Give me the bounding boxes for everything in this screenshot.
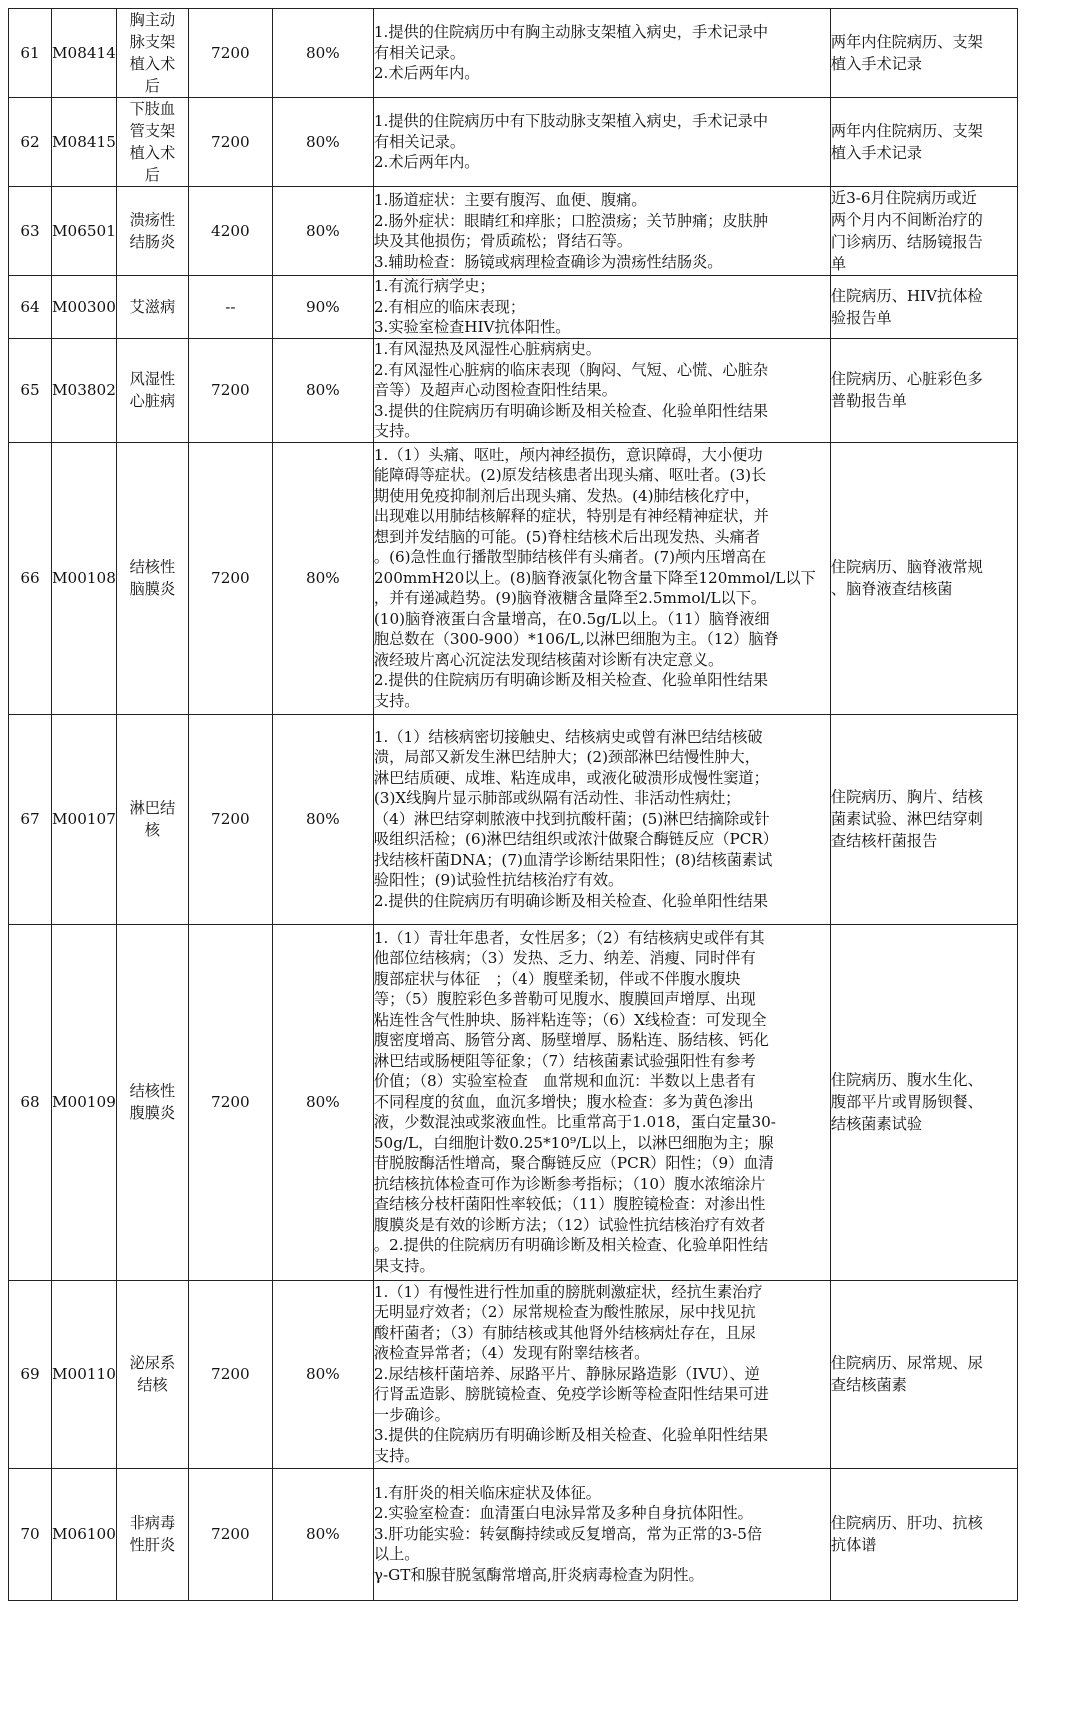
table-row (9, 276, 1018, 339)
reimburse-ratio: 80% (272, 1280, 373, 1468)
criteria-line: 1.有流行病学史； (373, 277, 495, 296)
limit-amount: 7200 (188, 924, 272, 1280)
disease-name-line: 下肢血 (129, 100, 176, 118)
row-number: 70 (9, 1468, 52, 1600)
criteria-line: 3.提供的住院病历有明确诊断及相关检查、化验单阳性结果 (373, 1426, 769, 1445)
table-row (9, 187, 1018, 276)
criteria-line: 淋巴结或肠梗阻等征象；（7）结核菌素试验强阳性有参考 (373, 1051, 756, 1070)
criteria-line: 期使用免疫抑制剂后出现头痛、发热。(4)肺结核化疗中， (373, 486, 760, 505)
criteria-line: 出现难以用肺结核解释的症状，特别是有神经精神症状，并 (373, 507, 769, 526)
reimburse-ratio: 80% (272, 187, 373, 276)
documents-line: 住院病历、心脏彩色多 (830, 370, 983, 389)
limit-amount: 7200 (188, 1468, 272, 1600)
disease-name-line: 淋巴结 (129, 799, 176, 817)
criteria-line: 2.有相应的临床表现； (373, 297, 526, 316)
documents-line: 、脑脊液查结核菌 (830, 580, 953, 598)
diagnostic-criteria (373, 98, 830, 187)
criteria-line: ，并有递减趋势。(9)脑脊液糖含量降至2.5mmol/L以下。 (373, 589, 767, 608)
criteria-line: （4）淋巴结穿刺脓液中找到抗酸杆菌；(5)淋巴结摘除或针 (373, 809, 770, 828)
documents-line: 住院病历、肝功、抗核 (830, 1514, 983, 1532)
disease-code: M00110 (52, 1280, 117, 1468)
criteria-line: 1.（1）有慢性进行性加重的膀胱刺激症状，经抗生素治疗 (373, 1282, 763, 1301)
row-number: 69 (9, 1280, 52, 1468)
row-number: 61 (9, 9, 52, 98)
required-documents (830, 187, 1017, 276)
disease-name-line: 胸主动 (129, 11, 176, 29)
criteria-line: 有相关记录。 (373, 43, 465, 62)
required-documents (830, 714, 1017, 924)
disease-code: M00107 (52, 714, 117, 924)
limit-amount: 4200 (188, 187, 272, 276)
required-documents (830, 339, 1017, 443)
row-number: 63 (9, 187, 52, 276)
criteria-line: 50g/L，白细胞计数0.25*10⁹/L以上，以淋巴细胞为主；腺 (373, 1133, 774, 1152)
disease-name-line: 心脏病 (129, 392, 176, 411)
diagnostic-criteria (373, 187, 830, 276)
required-documents (830, 9, 1017, 98)
documents-line: 结核菌素试验 (830, 1115, 922, 1133)
criteria-line: 块及其他损伤；骨质疏松；肾结石等。 (373, 232, 633, 250)
disease-name-line: 植入术 (129, 55, 176, 73)
criteria-line: 价值；（8）实验室检查 血常规和血沉：半数以上患者有 (373, 1072, 756, 1091)
documents-line: 住院病历、胸片、结核 (830, 788, 983, 806)
disease-code: M00300 (52, 276, 117, 339)
criteria-line: 果支持。 (373, 1256, 435, 1275)
documents-line: 菌素试验、淋巴结穿刺 (830, 810, 983, 828)
criteria-line: 等；（5）腹腔彩色多普勒可见腹水、腹膜回声增厚、出现 (373, 990, 756, 1009)
disease-name (116, 924, 188, 1280)
criteria-line: 淋巴结质硬、成堆、粘连成串，或液化破溃形成慢性窦道； (373, 768, 769, 787)
disease-name-line: 泌尿系 (129, 1354, 176, 1372)
reimburse-ratio: 80% (272, 1468, 373, 1600)
documents-line: 近3-6月住院病历或近 (830, 189, 977, 207)
criteria-line: 粘连性含气性肿块、肠袢粘连等；（6）X线检查：可发现全 (373, 1010, 767, 1029)
documents-line: 植入手术记录 (830, 144, 922, 162)
criteria-line: 他部位结核病；（3）发热、乏力、纳差、消瘦、同时伴有 (373, 949, 756, 968)
documents-line: 两个月内不间断治疗的 (830, 211, 983, 229)
disease-name-line: 性肝炎 (129, 1536, 176, 1554)
criteria-line: 酸杆菌者；（3）有肺结核或其他肾外结核病灶存在，且尿 (373, 1323, 756, 1342)
required-documents (830, 98, 1017, 187)
documents-line: 两年内住院病历、支架 (830, 122, 983, 140)
criteria-line: 3.肝功能实验：转氨酶持续或反复增高，常为正常的3-5倍 (373, 1524, 763, 1543)
required-documents (830, 1468, 1017, 1600)
criteria-line: 200mmH20以上。(8)脑脊液氯化物含量下降至120mmol/L以下 (373, 568, 816, 587)
disease-code: M08415 (52, 98, 117, 187)
criteria-line: 2.提供的住院病历有明确诊断及相关检查、化验单阳性结果 (373, 891, 769, 910)
documents-line: 抗体谱 (830, 1536, 877, 1554)
criteria-line: 液检查异常者；（4）发现有附睾结核者。 (373, 1344, 650, 1363)
diagnostic-criteria (373, 442, 830, 714)
disease-name (116, 1280, 188, 1468)
table-row (9, 1468, 1018, 1600)
criteria-line: 溃，局部又新发生淋巴结肿大；(2)颈部淋巴结慢性肿大， (373, 748, 760, 767)
disease-name-line: 艾滋病 (129, 298, 176, 316)
criteria-line: 以上。 (373, 1545, 420, 1564)
diagnostic-criteria (373, 924, 830, 1280)
criteria-line: 腹密度增高、肠管分离、肠壁增厚、肠粘连、肠结核、钙化 (373, 1031, 769, 1050)
limit-amount: 7200 (188, 442, 272, 714)
disease-code: M03802 (52, 339, 117, 443)
table-row (9, 442, 1018, 714)
diagnostic-criteria (373, 276, 830, 339)
criteria-line: 2.肠外症状：眼睛红和痒胀；口腔溃疡；关节肿痛；皮肤肿 (373, 211, 769, 230)
table-row (9, 339, 1018, 443)
criteria-line: 腹膜炎是有效的诊断方法；（12）试验性抗结核治疗有效者 (373, 1215, 766, 1234)
disease-name-line: 核 (144, 821, 160, 839)
criteria-line: 想到并发结脑的可能。(5)脊柱结核术后出现发热、头痛者 (373, 527, 760, 546)
documents-line: 住院病历、腹水生化、 (830, 1071, 983, 1089)
criteria-line: 3.实验室检查HIV抗体阳性。 (373, 318, 571, 337)
documents-line: 住院病历、HIV抗体检 (830, 287, 983, 305)
diagnostic-criteria (373, 339, 830, 443)
disease-name (116, 714, 188, 924)
disease-name-line: 后 (144, 77, 160, 95)
diagnostic-criteria (373, 1280, 830, 1468)
documents-line: 住院病历、尿常规、尿 (830, 1354, 983, 1372)
criteria-line: 1.有风湿热及风湿性心脏病病史。 (373, 340, 601, 358)
disease-name-line: 非病毒 (129, 1514, 176, 1532)
disease-code: M00108 (52, 442, 117, 714)
criteria-line: 不同程度的贫血，血沉多增快；腹水检查：多为黄色渗出 (373, 1092, 754, 1111)
row-number: 62 (9, 98, 52, 187)
criteria-line: 1.有肝炎的相关临床症状及体征。 (373, 1483, 601, 1502)
criteria-line: 1.提供的住院病历中有下肢动脉支架植入病史，手术记录中 (373, 112, 769, 131)
table-row (9, 98, 1018, 187)
criteria-line: 2.术后两年内。 (373, 153, 480, 172)
documents-line: 验报告单 (830, 309, 892, 327)
criteria-line: 能障碍等症状。(2)原发结核患者出现头痛、呕吐者。(3)长 (373, 466, 767, 485)
row-number: 65 (9, 339, 52, 443)
disease-name (116, 9, 188, 98)
disease-name-line: 结核 (137, 1376, 168, 1394)
table-row (9, 924, 1018, 1280)
limit-amount: -- (188, 276, 272, 339)
criteria-line: 找结核杆菌DNA；(7)血清学诊断结果阳性；(8)结核菌素试 (373, 850, 773, 869)
documents-line: 查结核菌素 (830, 1376, 907, 1394)
criteria-line: 腹部症状与体征 ；（4）腹壁柔韧，伴或不伴腹水腹块 (373, 969, 741, 988)
disease-name-line: 腹膜炎 (129, 1104, 176, 1122)
limit-amount: 7200 (188, 339, 272, 443)
documents-line: 门诊病历、结肠镜报告 (830, 233, 983, 251)
criteria-line: 一步确诊。 (373, 1405, 450, 1424)
reimburse-ratio: 80% (272, 9, 373, 98)
criteria-line: 苷脱胺酶活性增高，聚合酶链反应（PCR）阳性；（9）血清 (373, 1154, 774, 1173)
reimburse-ratio: 80% (272, 442, 373, 714)
reimburse-ratio: 80% (272, 339, 373, 443)
criteria-line: 2.尿结核杆菌培养、尿路平片、静脉尿路造影（IVU）、逆 (373, 1364, 760, 1383)
diagnostic-criteria (373, 1468, 830, 1600)
criteria-line: 液经玻片离心沉淀法发现结核菌对诊断有决定意义。 (373, 650, 724, 669)
criteria-line: 支持。 (373, 422, 420, 440)
row-number: 66 (9, 442, 52, 714)
disease-name-line: 结核性 (129, 1082, 176, 1100)
disease-name-line: 脉支架 (129, 33, 176, 51)
reimburse-ratio: 80% (272, 98, 373, 187)
diagnostic-criteria (373, 9, 830, 98)
criteria-line: 1.肠道症状：主要有腹泻、血便、腹痛。 (373, 191, 647, 209)
criteria-line: 音等）及超声心动图检查阳性结果。 (373, 381, 617, 399)
disease-name (116, 442, 188, 714)
criteria-line: 2.术后两年内。 (373, 64, 480, 83)
criteria-line: γ-GT和腺苷脱氢酶常增高,肝炎病毒检查为阴性。 (373, 1565, 704, 1584)
disease-name-line: 植入术 (129, 144, 176, 162)
reimburse-ratio: 90% (272, 276, 373, 339)
disease-name-line: 后 (144, 166, 160, 184)
required-documents (830, 276, 1017, 339)
criteria-line: 胞总数在（300-900）*106/L,以淋巴细胞为主。（12）脑脊 (373, 630, 779, 649)
disease-name (116, 98, 188, 187)
criteria-line: 验阳性；(9)试验性抗结核治疗有效。 (373, 871, 624, 890)
criteria-line: (10)脑脊液蛋白含量增高，在0.5g/L以上。（11）脑脊液细 (373, 609, 770, 628)
criteria-line: 支持。 (373, 1446, 420, 1465)
disease-name-line: 结肠炎 (129, 233, 176, 251)
documents-line: 单 (830, 255, 847, 273)
disease-name-line: 管支架 (129, 122, 176, 140)
documents-line: 两年内住院病历、支架 (830, 33, 983, 51)
criteria-line: 2.提供的住院病历有明确诊断及相关检查、化验单阳性结果 (373, 671, 769, 690)
criteria-line: 3.辅助检查：肠镜或病理检查确诊为溃疡性结肠炎。 (373, 252, 723, 271)
criteria-line: 。(6)急性血行播散型肺结核伴有头痛者。(7)颅内压增高在 (373, 548, 767, 567)
documents-line: 植入手术记录 (830, 55, 922, 73)
table-row (9, 9, 1018, 98)
limit-amount: 7200 (188, 9, 272, 98)
row-number: 64 (9, 276, 52, 339)
table-row (9, 1280, 1018, 1468)
criteria-line: 。2.提供的住院病历有明确诊断及相关检查、化验单阳性结 (373, 1236, 769, 1255)
criteria-line: 查结核分枝杆菌阳性率较低；（11）腹腔镜检查：对渗出性 (373, 1195, 766, 1214)
criteria-line: 抗结核抗体检查可作为诊断参考指标；（10）腹水浓缩涂片 (373, 1174, 766, 1193)
criteria-line: 1.（1）青壮年患者，女性居多；（2）有结核病史或伴有其 (373, 928, 765, 947)
documents-line: 腹部平片或胃肠钡餐、 (830, 1093, 983, 1111)
criteria-line: 吸组织活检；(6)淋巴结组织或浓汁做聚合酶链反应（PCR） (373, 830, 778, 849)
disease-name (116, 187, 188, 276)
reimburse-ratio: 80% (272, 924, 373, 1280)
disease-name (116, 339, 188, 443)
criteria-line: 2.实验室检查：血清蛋白电泳异常及多种自身抗体阳性。 (373, 1504, 753, 1523)
criteria-line: 液，少数混浊或浆液血性。比重常高于1.018，蛋白定量30- (373, 1113, 776, 1132)
documents-line: 查结核杆菌报告 (830, 832, 938, 850)
disease-name-line: 结核性 (129, 558, 176, 576)
required-documents (830, 1280, 1017, 1468)
disease-criteria-table (8, 8, 1018, 1601)
disease-name-line: 溃疡性 (129, 211, 176, 229)
criteria-line: (3)X线胸片显示肺部或纵隔有活动性、非活动性病灶； (373, 789, 741, 808)
criteria-line: 1.提供的住院病历中有胸主动脉支架植入病史，手术记录中 (373, 23, 769, 42)
disease-code: M00109 (52, 924, 117, 1280)
disease-name (116, 1468, 188, 1600)
row-number: 67 (9, 714, 52, 924)
row-number: 68 (9, 924, 52, 1280)
criteria-line: 支持。 (373, 691, 420, 710)
table-row (9, 714, 1018, 924)
limit-amount: 7200 (188, 1280, 272, 1468)
disease-code: M06501 (52, 187, 117, 276)
limit-amount: 7200 (188, 714, 272, 924)
required-documents (830, 442, 1017, 714)
disease-code: M06100 (52, 1468, 117, 1600)
required-documents (830, 924, 1017, 1280)
documents-line: 住院病历、脑脊液常规 (830, 558, 983, 576)
criteria-line: 1.（1）结核病密切接触史、结核病史或曾有淋巴结结核破 (373, 727, 763, 746)
disease-code: M08414 (52, 9, 117, 98)
criteria-line: 行肾盂造影、膀胱镜检查、免疫学诊断等检查阳性结果可进 (373, 1385, 769, 1404)
criteria-line: 2.有风湿性心脏病的临床表现（胸闷、气短、心慌、心脏杂 (373, 360, 769, 379)
reimburse-ratio: 80% (272, 714, 373, 924)
diagnostic-criteria (373, 714, 830, 924)
documents-line: 普勒报告单 (830, 392, 907, 411)
criteria-line: 1.（1）头痛、呕吐，颅内神经损伤，意识障碍，大小便功 (373, 445, 763, 464)
limit-amount: 7200 (188, 98, 272, 187)
criteria-line: 无明显疗效者；（2）尿常规检查为酸性脓尿，尿中找见抗 (373, 1303, 756, 1322)
criteria-line: 3.提供的住院病历有明确诊断及相关检查、化验单阳性结果 (373, 401, 769, 420)
disease-name (116, 276, 188, 339)
criteria-line: 有相关记录。 (373, 132, 465, 151)
disease-name-line: 风湿性 (129, 370, 176, 389)
disease-name-line: 脑膜炎 (129, 580, 176, 598)
